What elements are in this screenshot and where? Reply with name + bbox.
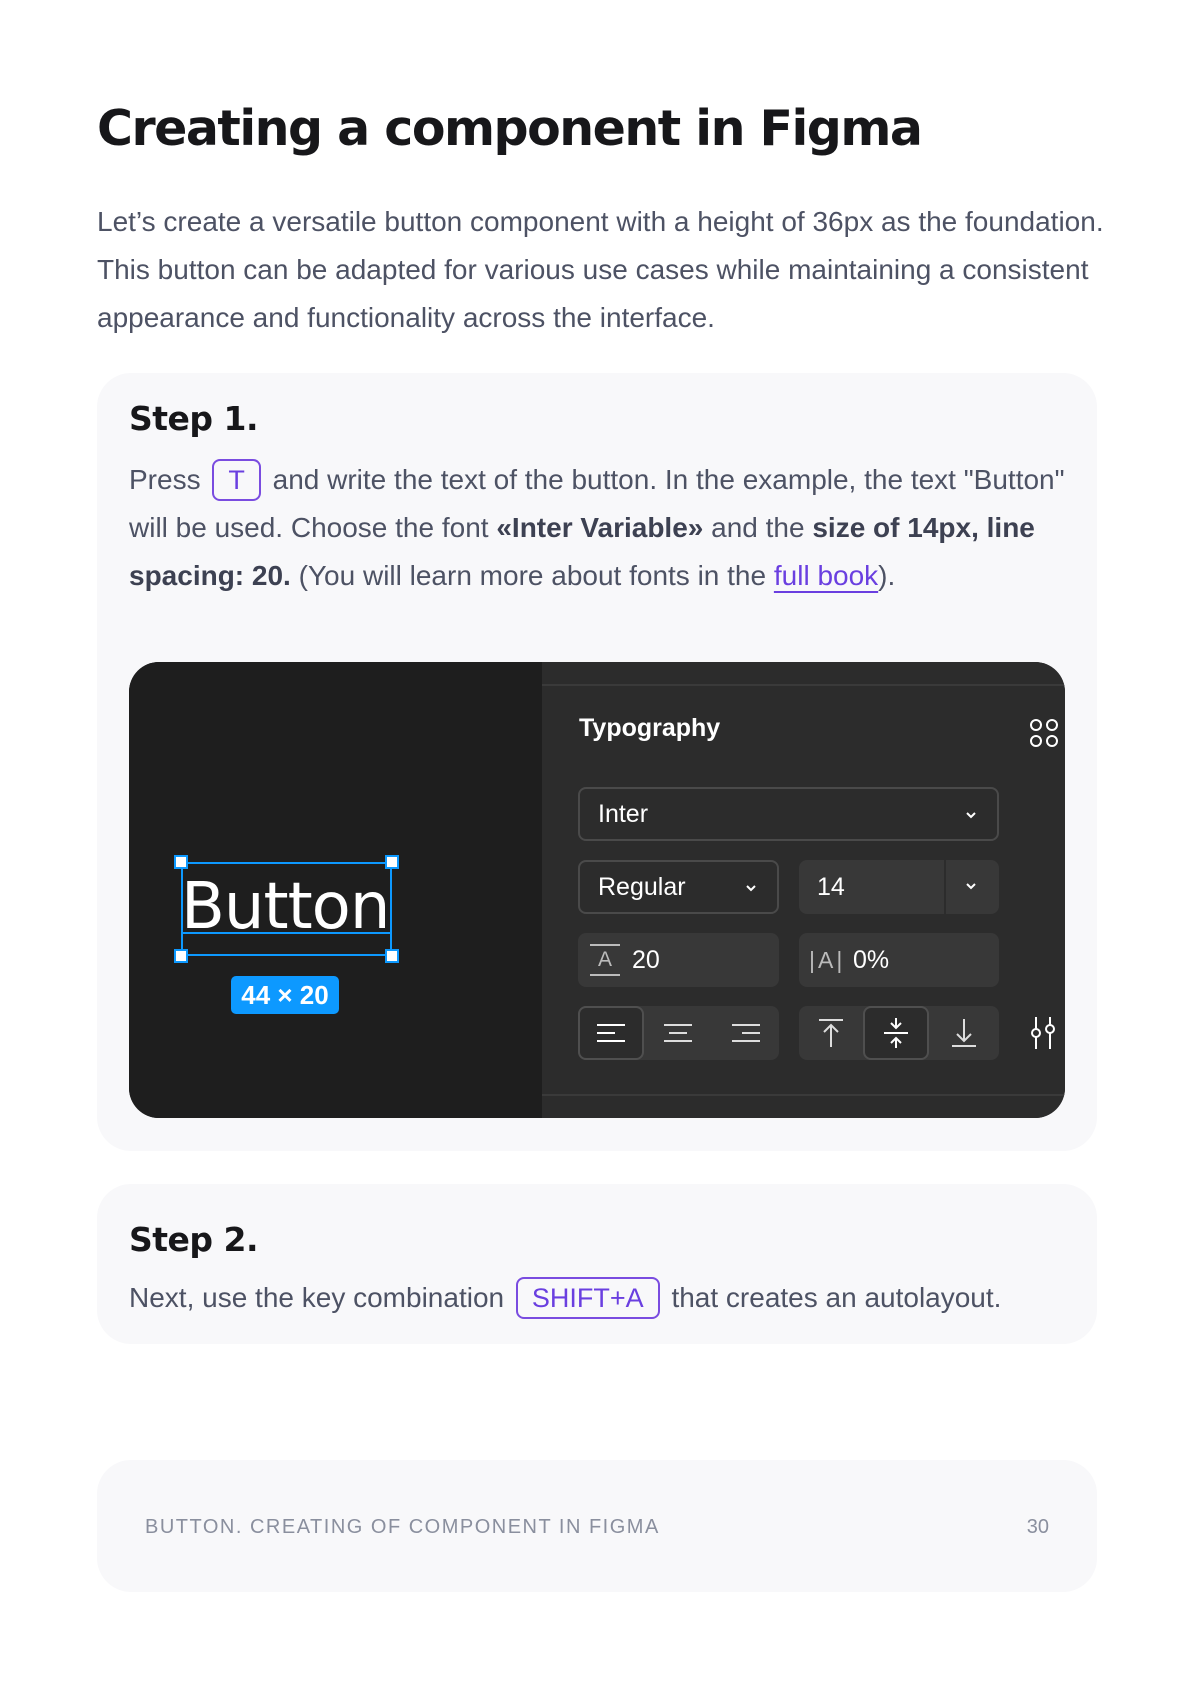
selection-box <box>181 862 392 956</box>
step-2-title: Step 2. <box>129 1220 259 1259</box>
align-right-icon <box>730 1021 762 1045</box>
font-size-input[interactable] <box>799 860 999 914</box>
key-t-badge: T <box>212 459 261 501</box>
intro-paragraph: Let’s create a versatile button component with a height of 36px as the foundation. This button can be adapted for various use cases while maintaining a consistent appearance and functionality across the interface. <box>97 206 1104 333</box>
align-middle-button[interactable] <box>863 1006 929 1060</box>
page-footer <box>97 1460 1097 1592</box>
font-family-select[interactable] <box>578 787 999 841</box>
text-align-group <box>578 1006 779 1060</box>
font-size-divider <box>944 860 946 914</box>
line-height-icon: A <box>590 944 620 976</box>
typography-title: Typography <box>579 714 721 742</box>
vertical-align-group <box>799 1006 999 1060</box>
align-bottom-icon <box>950 1017 978 1049</box>
panel-divider-bottom <box>542 1094 1065 1096</box>
panel-divider-top <box>542 684 1065 686</box>
align-bottom-button[interactable] <box>929 1006 999 1060</box>
full-book-link[interactable]: full book <box>773 560 879 591</box>
align-left-button[interactable] <box>578 1006 644 1060</box>
font-size-bold: size of 14px, line spacing: 20. <box>129 512 1035 591</box>
step-2-card <box>97 1184 1097 1344</box>
styles-grid-icon[interactable] <box>1029 718 1059 748</box>
canvas-button-text[interactable]: Button <box>181 870 390 944</box>
step-1-press: Press <box>129 464 201 495</box>
chevron-down-icon[interactable] <box>964 881 978 891</box>
chevron-down-icon <box>744 883 758 893</box>
resize-handle-bottom-right[interactable] <box>385 949 399 963</box>
align-top-button[interactable] <box>799 1006 863 1060</box>
footer-section-title: BUTTON. CREATING OF COMPONENT IN FIGMA <box>145 1516 660 1538</box>
step-1-card <box>97 373 1097 1151</box>
chevron-down-icon <box>964 810 978 820</box>
align-center-button[interactable] <box>644 1006 712 1060</box>
align-top-icon <box>817 1017 845 1049</box>
resize-handle-top-left[interactable] <box>174 855 188 869</box>
line-height-value: 20 <box>632 945 660 974</box>
letter-spacing-input[interactable] <box>799 933 999 987</box>
line-height-input[interactable] <box>578 933 779 987</box>
font-family-value: Inter <box>598 799 649 828</box>
step-1-text-b: and the <box>711 512 805 543</box>
letter-spacing-value: 0% <box>853 945 890 974</box>
letter-spacing-icon: |A| <box>809 946 846 973</box>
align-center-icon <box>662 1021 694 1045</box>
step-1-text-c: (You will learn more about fonts in the <box>298 560 767 591</box>
font-weight-value: Regular <box>598 872 686 901</box>
key-shift-a-badge: SHIFT+A <box>516 1277 660 1319</box>
typography-panel <box>542 662 1065 1118</box>
font-name-bold: «Inter Variable» <box>496 512 704 543</box>
align-middle-icon <box>882 1016 910 1050</box>
step-2-text-b: that creates an autolayout. <box>671 1282 1002 1313</box>
font-size-value: 14 <box>817 872 845 901</box>
step-1-text-d: ). <box>878 560 896 591</box>
type-settings-icon[interactable] <box>1028 1015 1058 1051</box>
step-1-title: Step 1. <box>129 399 259 438</box>
resize-handle-bottom-left[interactable] <box>174 949 188 963</box>
figma-canvas <box>129 662 542 1118</box>
dimensions-badge: 44 × 20 <box>231 976 339 1014</box>
align-right-button[interactable] <box>712 1006 779 1060</box>
step-2-text <box>129 1274 1069 1322</box>
figma-mockup <box>129 662 1065 1118</box>
step-2-text-a: Next, use the key combination <box>129 1282 505 1313</box>
page-title: Creating a component in Figma <box>97 100 922 157</box>
resize-handle-top-right[interactable] <box>385 855 399 869</box>
step-1-text <box>129 456 1069 600</box>
font-weight-select[interactable] <box>578 860 779 914</box>
page-number: 30 <box>1026 1516 1049 1538</box>
align-left-icon <box>595 1021 627 1045</box>
step-1-text-a: and write the text of the button. In the example, the text "Button" will be used. Choose the font <box>129 464 1065 543</box>
text-baseline-box <box>183 864 390 934</box>
